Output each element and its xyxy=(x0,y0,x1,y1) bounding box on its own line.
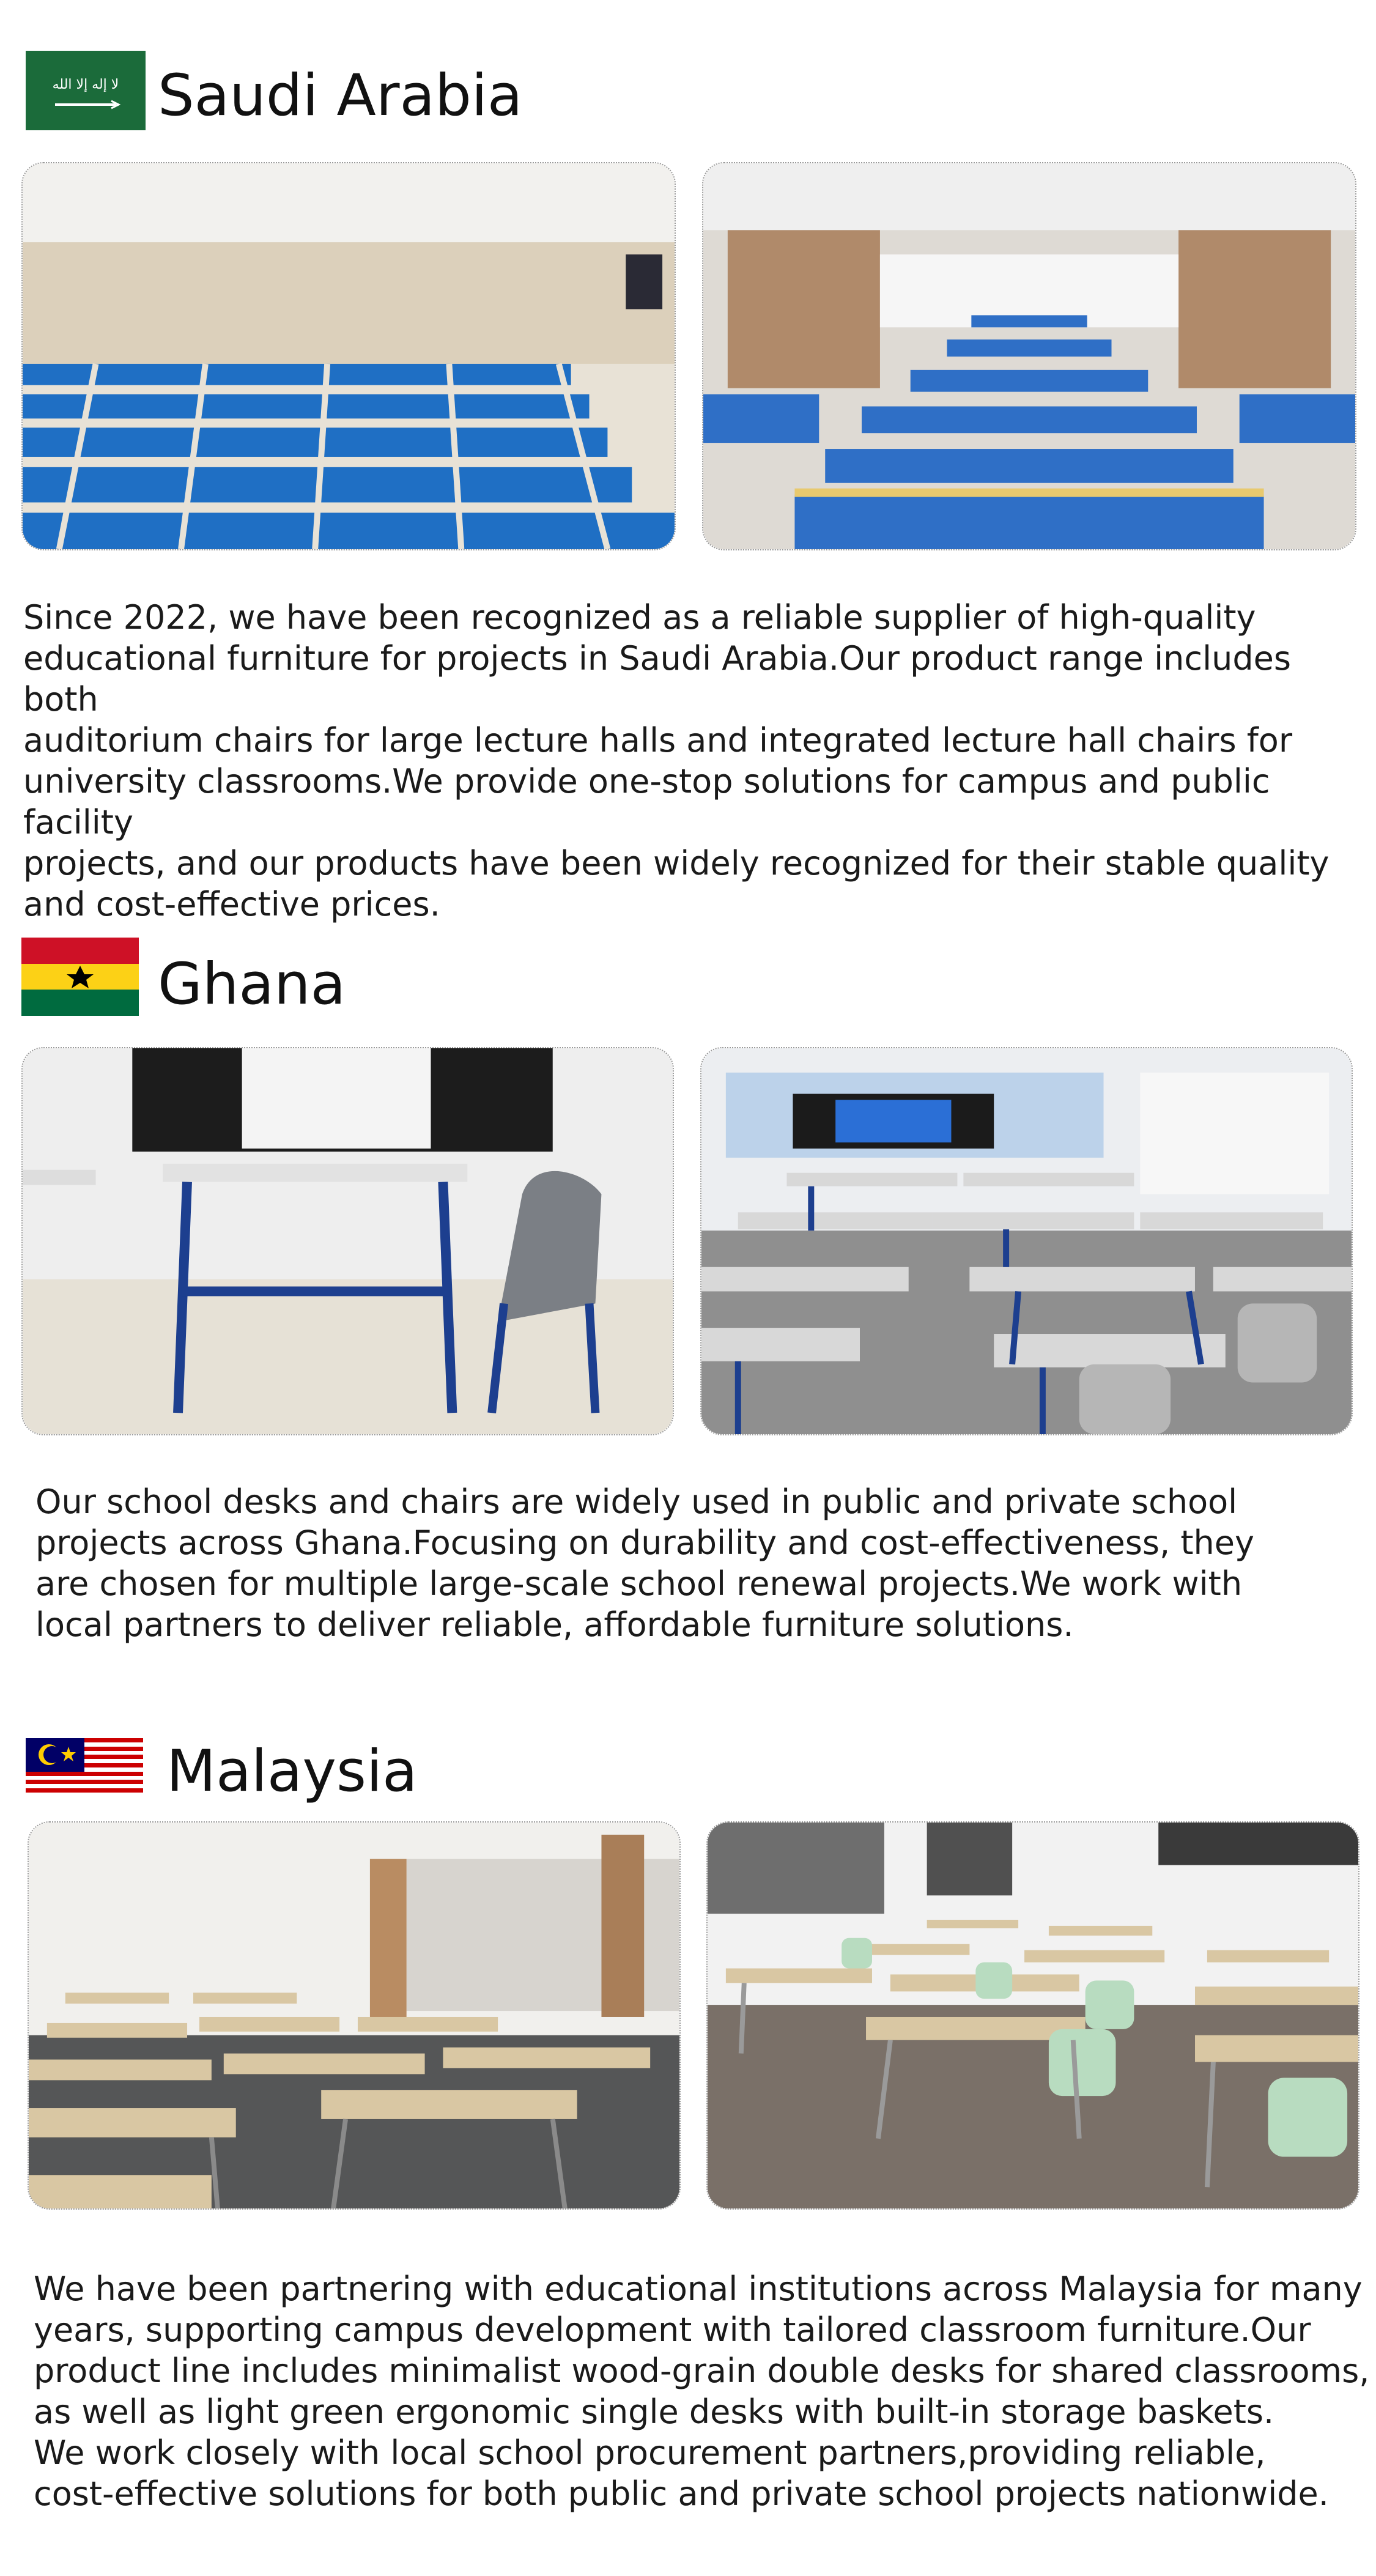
classroom-rows-photo xyxy=(700,1047,1353,1435)
section-description: Since 2022, we have been recognized as a reliable supplier of high-quality educational furniture for projects in Saudi Arabia.Our product range includes both auditorium chairs for large lecture halls and integrated lecture hall chairs for university classrooms.We provide one-stop solutions for campus and public facility projects, and our products have been widely recognized for their stable quality and cost-effective prices. xyxy=(23,598,1330,923)
green-ergonomic-desks-photo xyxy=(706,1821,1359,2210)
auditorium-photo xyxy=(21,162,676,550)
section-malaysia xyxy=(0,1664,1376,2576)
classroom-desk-photo xyxy=(21,1047,674,1435)
country-title: Ghana xyxy=(158,951,346,1018)
wood-grain-desks-photo xyxy=(28,1821,681,2210)
section-description: We have been partnering with educational institutions across Malaysia for many years, supporting campus development with tailored classroom furniture.Our product line includes minimalist wood-grain double desks for shared classrooms, as well as light green ergonomic single desks with built-in storage baskets. We work closely with local school procurement partners,providing reliable, cost-effective solutions for both public and private school projects nationwide. xyxy=(34,2270,1370,2513)
ghana-flag-icon xyxy=(21,938,139,1016)
svg-text:ﻻ ﺇﻟﻪ ﺇﻻ ﺍﻟﻠﻪ: ﻻ ﺇﻟﻪ ﺇﻻ ﺍﻟﻠﻪ xyxy=(52,77,119,92)
section-ghana xyxy=(0,868,1376,1664)
saudi-arabia-flag-icon xyxy=(26,51,146,130)
country-title: Saudi Arabia xyxy=(158,62,523,129)
section-description: Our school desks and chairs are widely used in public and private school projects across Ghana.Focusing on durability and cost-effectiveness, they are chosen for multiple large-scale school renewal projects.We work with local partners to deliver reliable, affordable furniture solutions. xyxy=(35,1482,1254,1644)
malaysia-flag-icon xyxy=(26,1738,143,1797)
lecture-hall-photo xyxy=(702,162,1356,550)
section-saudi-arabia xyxy=(0,0,1376,923)
country-title: Malaysia xyxy=(166,1738,418,1805)
